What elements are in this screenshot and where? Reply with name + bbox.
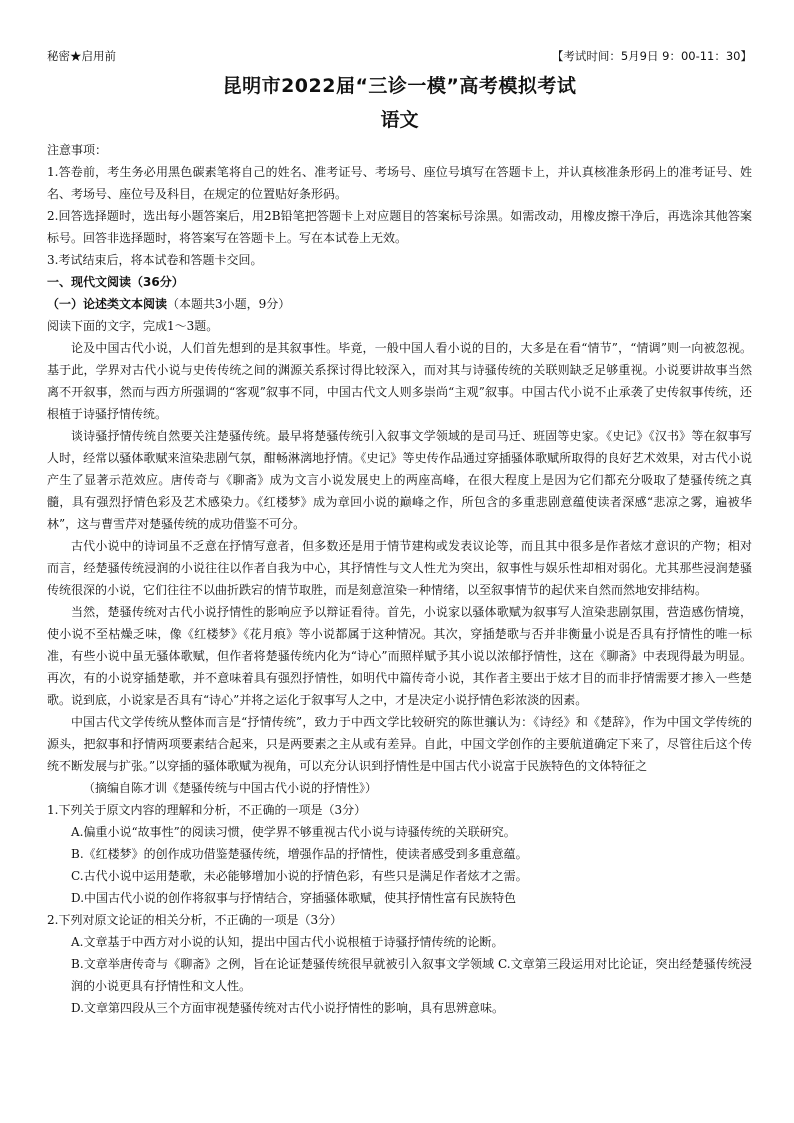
passage-source: （摘编自陈才训《楚骚传统与中国古代小说的抒情性》） bbox=[83, 781, 378, 795]
subsection-note: （本题共3小题，9分） bbox=[167, 297, 291, 311]
question-option: B.《红楼梦》的创作成功借鉴楚骚传统，增强作品的抒情性，使读者感受到多重意蕴。 bbox=[71, 847, 528, 861]
question-stem: 1.下列关于原文内容的理解和分析，不正确的一项是（3分） bbox=[47, 803, 367, 817]
question-option: B.文章举唐传奇与《聊斋》之例，旨在论证楚骚传统很早就被引入叙事文学领域 C.文章第三段运用对比论证，突出经楚骚传统浸润的小说更具有抒情性和文人性。 bbox=[71, 957, 752, 993]
question-option: D.中国古代小说的创作将叙事与抒情结合，穿插骚体歌赋，使其抒情性富有民族特色 bbox=[71, 891, 517, 905]
question-option: A.偏重小说“故事性”的阅读习惯，使学界不够重视古代小说与诗骚传统的关联研究。 bbox=[71, 825, 516, 839]
reading-instruction: 阅读下面的文字，完成1～3题。 bbox=[47, 319, 219, 333]
question-option: A.文章基于中西方对小说的认知，提出中国古代小说根植于诗骚抒情传统的论断。 bbox=[71, 935, 504, 949]
notice-heading: 注意事项： bbox=[47, 143, 108, 157]
passage-paragraph: 当然，楚骚传统对古代小说抒情性的影响应予以辩证看待。首先，小说家以骚体歌赋为叙事写人渲染悲剧氛围，营造感伤情境，使小说不至枯燥乏味，像《红楼梦》《花月痕》等小说都属于这种情况。其次，穿插楚歌与否并非衡量小说是否具有抒情性的唯一标准，有些小说中虽无骚体歌赋，但作者将楚骚传统内化为“诗心”而照样赋予其小说以浓郁抒情性，这在《聊斋》中表现得最为明显。再次，有的小说穿插楚歌，并不意味着具有强烈抒情性，如明代中篇传奇小说，其作者主要出于炫才目的而非抒情需要才掺入一些楚歌。说到底，小说家是否具有“诗心”并将之运化于叙事写人之中，才是决定小说抒情色彩浓淡的因素。 bbox=[47, 605, 752, 707]
passage-paragraph: 中国古代文学传统从整体而言是“抒情传统”，致力于中西文学比较研究的陈世骧认为：《诗经》和《楚辞》，作为中国文学传统的源头，把叙事和抒情两项要素结合起来，只是两要素之主从或有差异。自此，中国文学创作的主要航道确定下来了，尽管往后这个传统不断发展与扩张。”以穿插的骚体歌赋为视角，可以充分认识到抒情性是中国古代小说富于民族特色的文体特征之 bbox=[47, 715, 752, 773]
question-stem: 2.下列对原文论证的相关分析，不正确的一项是（3分） bbox=[47, 913, 343, 927]
question-option: D.文章第四段从三个方面审视楚骚传统对古代小说抒情性的影响，具有思辨意味。 bbox=[71, 1001, 505, 1015]
exam-time: 【考试时间：5月9日 9：00-11：30】 bbox=[551, 49, 752, 63]
passage-paragraph: 谈诗骚抒情传统自然要关注楚骚传统。最早将楚骚传统引入叙事文学领域的是司马迁、班固等史家。《史记》《汉书》等在叙事写人时，经常以骚体歌赋来渲染悲剧气氛，酣畅淋漓地抒情。《史记》等史传作品通过穿插骚体歌赋所取得的良好艺术效果，对古代小说产生了显著示范效应。唐传奇与《聊斋》成为文言小说发展史上的两座高峰，在很大程度上是因为它们都充分吸取了楚骚传统之真髓，具有强烈抒情色彩及艺术感染力。《红楼梦》成为章回小说的巅峰之作，所包含的多重悲剧意蕴使读者深感“悲凉之雾，遍被华林”，这与曹雪芹对楚骚传统的成功借鉴不可分。 bbox=[47, 429, 752, 531]
passage-paragraph: 古代小说中的诗词虽不乏意在抒情写意者，但多数还是用于情节建构或发表议论等，而且其中很多是作者炫才意识的产物；相对而言，经楚骚传统浸润的小说往往以作者自我为中心，其抒情性与文人性尤为突出，叙事性与娱乐性却相对弱化。尤其那些浸润楚骚传统很深的小说，它们往往不以曲折跌宕的情节取胜，而是刻意渲染一种情绪，以至叙事情节的起伏来自然而然地安排结构。 bbox=[47, 539, 752, 597]
notice-item: 3.考试结束后，将本试卷和答题卡交回。 bbox=[47, 253, 263, 267]
confidential-mark: 秘密★启用前 bbox=[47, 49, 116, 63]
subsection-header bbox=[47, 293, 752, 315]
question-2 bbox=[47, 909, 752, 1019]
question-option: C.古代小说中运用楚歌，未必能够增加小说的抒情色彩，有些只是满足作者炫才之需。 bbox=[71, 869, 528, 883]
subsection-title: （一）论述类文本阅读 bbox=[47, 297, 168, 311]
notice-item: 1.答卷前，考生务必用黑色碳素笔将自己的姓名、准考证号、考场号、座位号填写在答题卡上，并认真核准条形码上的准考证号、姓名、考场号、座位号及科目，在规定的位置贴好条形码。 bbox=[47, 165, 752, 201]
exam-title: 昆明市2022届“三诊一模”高考模拟考试 bbox=[222, 75, 577, 97]
passage-paragraph: 论及中国古代小说，人们首先想到的是其叙事性。毕竟，一般中国人看小说的目的，大多是在看“情节”，“情调”则一向被忽视。基于此，学界对古代小说与史传传统之间的渊源关系探讨得比较深入，而对其与诗骚传统的关联则缺乏足够重视。小说要讲故事当然离不开叙事，然而与西方所强调的“客观”叙事不同，中国古代文人则多崇尚“主观”叙事。中国古代小说不止承袭了史传叙事传统，还根植于诗骚抒情传统。 bbox=[47, 341, 752, 421]
top-bar bbox=[47, 46, 752, 66]
notice-item: 2.回答选择题时，选出每小题答案后，用2B铅笔把答题卡上对应题目的答案标号涂黑。如需改动，用橡皮擦干净后，再选涂其他答案标号。回答非选择题时，将答案写在答题卡上。写在本试卷上无效。 bbox=[47, 209, 752, 245]
notice-block bbox=[47, 139, 752, 271]
reading-section bbox=[47, 271, 752, 799]
subject-title: 语文 bbox=[380, 109, 419, 131]
question-1 bbox=[47, 799, 752, 909]
section-title: 一、现代文阅读（36分） bbox=[47, 275, 184, 289]
